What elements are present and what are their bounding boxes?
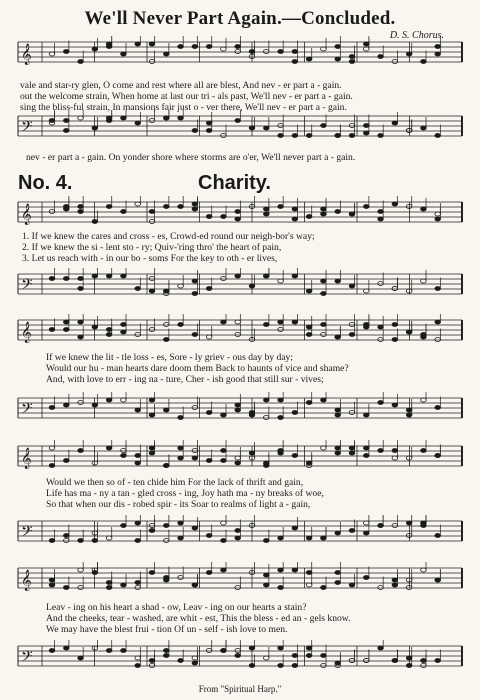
svg-text:𝄢: 𝄢 bbox=[21, 400, 33, 421]
lyric-line: 3. Let us reach with - in our bo - soms For the key to oth - er lives, bbox=[22, 253, 278, 264]
lyric-line: Leav - ing on his heart a shad - ow, Leav - ing on our hearts a stain? bbox=[46, 602, 307, 613]
page-title: We'll Never Part Again.—Concluded. bbox=[84, 8, 396, 29]
lyric-line: And, with love to err - ing na - ture, Cher - ish good that still sur - vives; bbox=[46, 374, 324, 385]
lyric-line: So that when our dis - robed spir - its Soar to realms of light a - gain, bbox=[46, 499, 311, 510]
staff-system-4-bass bbox=[0, 640, 480, 680]
lyric-line: If we knew the lit - tle loss - es, Sore - ly griev - ous day by day; bbox=[46, 352, 293, 363]
lyric-line: sing the bliss-ful strain, In mansions fair just o - ver there, We'll nev - er part a - gain. bbox=[20, 102, 347, 113]
lyric-line: And the cheeks, tear - washed, are whit - est, This the bless - ed an - gels know. bbox=[46, 613, 351, 624]
source-credit: From "Spiritual Harp." bbox=[198, 684, 282, 694]
lyric-line: 1. If we knew the cares and cross - es, Crowd-ed round our neigh-bor's way; bbox=[22, 231, 315, 242]
lyric-line: Would we then so of - ten chide him For the lack of thrift and gain, bbox=[46, 477, 304, 488]
lyric-line: 2. If we knew the si - lent sto - ry; Quiv-'ring thro' the heart of pain, bbox=[22, 242, 282, 253]
staff-system-1-bass bbox=[0, 268, 480, 308]
system-2-lyrics bbox=[0, 352, 480, 396]
svg-text:𝄢: 𝄢 bbox=[21, 648, 33, 669]
svg-text:𝄢: 𝄢 bbox=[21, 276, 33, 297]
lyric-line: nev - er part a - gain. On yonder shore where storms are o'er, We'll never part a - gain. bbox=[26, 152, 356, 163]
lyric-line: out the welcome strain, When home at last our tri - als past, We'll nev - er part a - gain. bbox=[20, 91, 353, 102]
svg-text:𝄢: 𝄢 bbox=[21, 523, 33, 544]
lyric-line: Life has ma - ny a tan - gled cross - ing, Joy hath ma - ny breaks of woe, bbox=[46, 488, 324, 499]
lyric-line: vale and star-ry glen, O come and rest where all are blest, And nev - er part a - gain. bbox=[20, 80, 342, 91]
svg-text:𝄢: 𝄢 bbox=[21, 118, 33, 139]
lyric-line: We may have the blest frui - tion Of un - self - ish love to men. bbox=[46, 624, 288, 635]
svg-text:𝄞: 𝄞 bbox=[21, 44, 32, 65]
concluded-lyrics-chorus bbox=[0, 152, 480, 174]
staff-system-2-bass bbox=[0, 392, 480, 432]
lyric-line: Would our hu - man hearts dare doom them Back to haunts of vice and shame? bbox=[46, 363, 349, 374]
hymn-title: Charity. bbox=[198, 172, 271, 194]
hymn-number: No. 4. bbox=[18, 172, 73, 194]
svg-text:𝄞: 𝄞 bbox=[21, 570, 32, 591]
svg-text:𝄞: 𝄞 bbox=[21, 322, 32, 343]
ds-chorus-label: D. S. Chorus. bbox=[389, 30, 444, 41]
staff-system-3-bass bbox=[0, 515, 480, 555]
svg-text:𝄞: 𝄞 bbox=[21, 204, 32, 225]
svg-text:𝄞: 𝄞 bbox=[21, 448, 32, 469]
